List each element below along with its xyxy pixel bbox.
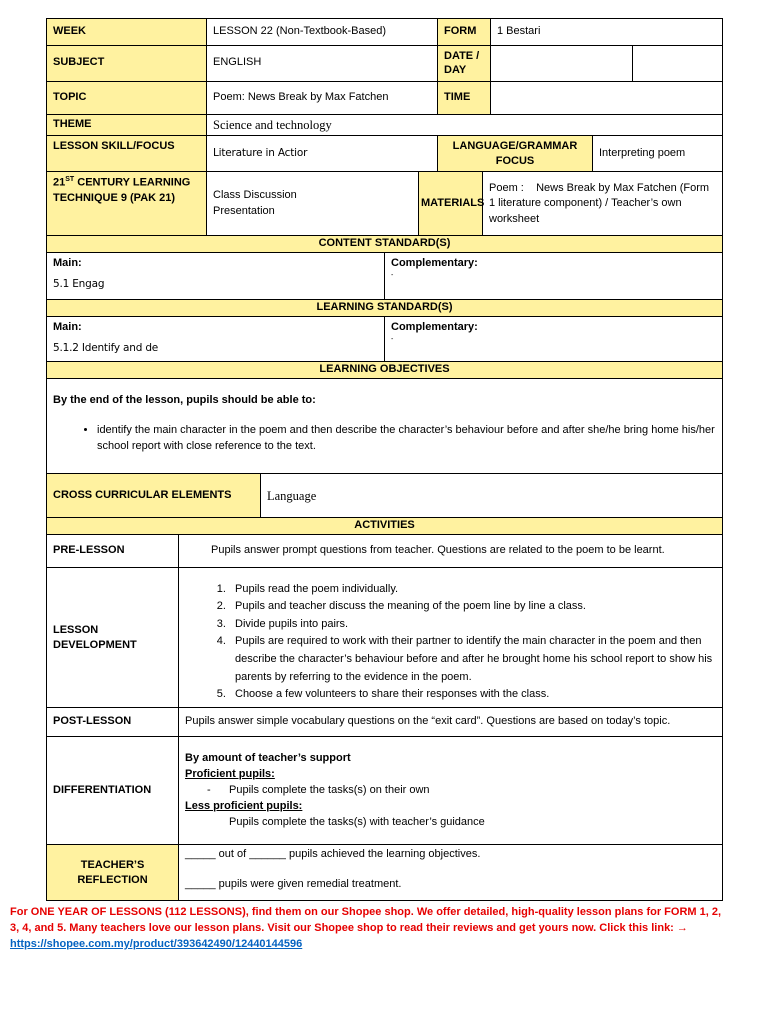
reflection-label: TEACHER’S REFLECTION [47,845,179,901]
theme-table [46,114,723,173]
time-label: TIME [438,81,491,114]
week-value: LESSON 22 (Non-Textbook-Based) [207,19,438,46]
diff-proficient-label: Proficient pupils: [185,767,275,780]
differentiation-cell [179,737,723,845]
subject-label: SUBJECT [47,46,207,82]
topic-label: TOPIC [47,81,207,114]
development-list [185,581,716,704]
subject-value: ENGLISH [207,46,438,82]
development-item: 3. Divide pupils into pairs. [229,616,716,634]
date-label: DATE / DAY [438,46,491,82]
development-item: 4. Pupils are required to work with their partner to identify the main character in the poem and then describe the character’s behaviour before and after he brought home his school report to show his parents by referring to the evidence in the poem. [229,633,716,686]
day-value [633,46,723,82]
theme-value: Science and technology [207,114,723,135]
grammar-value: Interpreting poem [593,135,723,172]
promo-note [10,905,730,953]
learning-main-value: 5.1.2 Identify and de [53,342,159,355]
content-standard-heading: CONTENT STANDARD(S) [47,236,723,253]
learning-comp-label: Complementary: [391,321,478,334]
content-comp-value: - [391,272,394,280]
skill-value: Literature in Actior [207,135,438,172]
form-value: 1 Bestari [491,19,723,46]
theme-label: THEME [47,114,207,135]
activities-table [46,517,723,901]
header-table [46,18,723,115]
topic-value: Poem: News Break by Max Fatchen [207,81,438,114]
diff-heading: By amount of teacher’s support [185,751,351,764]
content-main-label: Main: [53,257,82,270]
promo-text: For ONE YEAR OF LESSONS (112 LESSONS), find them on our Shopee shop. We offer detailed, high-quality lesson plans for FORM 1, 2, 3, 4, and 5. Many teachers love our lesson plans. Visit our Shopee shop to read their reviews and get yours now. Click this link: → [10,906,722,934]
post-lesson-value: Pupils answer simple vocabulary questions on the “exit card”. Questions are based on today’s topic. [179,708,723,737]
reflection-line-2: _____ pupils were given remedial treatment. [185,878,402,891]
date-value [491,46,633,82]
century-table [46,171,723,236]
pre-lesson-value: Pupils answer prompt questions from teacher. Questions are related to the poem to be learnt. [179,535,723,568]
century-label [47,172,207,236]
century-label-pre: 21 [53,177,66,190]
pre-lesson-label: PRE-LESSON [47,535,179,568]
content-comp-cell [385,253,723,300]
century-value [207,172,419,236]
diff-proficient-value: Pupils complete the tasks(s) on their own [229,783,430,796]
century-value-2: Presentation [213,204,275,217]
century-label-sup: ST [65,176,75,184]
objectives-list [53,423,716,455]
objectives-heading: LEARNING OBJECTIVES [47,362,723,379]
content-comp-label: Complementary: [391,257,478,270]
development-item: 5. Choose a few volunteers to share their responses with the class. [229,686,716,704]
differentiation-label: DIFFERENTIATION [47,737,179,845]
diff-less-label: Less proficient pupils: [185,799,303,812]
diff-proficient-row: - Pupils complete the tasks(s) on their own [207,783,430,796]
lesson-development-cell [179,568,723,708]
week-label: WEEK [47,19,207,46]
cross-value: Language [261,474,723,518]
century-value-1: Class Discussion [213,188,297,201]
learning-comp-value: - [391,336,394,344]
century-label-post: CENTURY LEARNING TECHNIQUE 9 (PAK 21) [53,177,191,204]
reflection-line-1: _____ out of ______ pupils achieved the learning objectives. [185,848,481,861]
content-standard-table [46,235,723,474]
activities-heading: ACTIVITIES [47,518,723,535]
materials-value: Poem : News Break by Max Fatchen (Form 1 literature component) / Teacher’s own worksheet [483,172,723,236]
learning-comp-cell [385,317,723,362]
objectives-cell [47,379,723,474]
content-main-value: 5.1 Engag [53,278,105,291]
content-main-cell [47,253,385,300]
time-value [491,81,723,114]
development-item: 2. Pupils and teacher discuss the meaning of the poem line by line a class. [229,598,716,616]
materials-label: MATERIALS [419,172,483,236]
development-item: 1. Pupils read the poem individually. [229,581,716,599]
learning-main-label: Main: [53,321,82,334]
shopee-link[interactable]: https://shopee.com.my/product/393642490/12440144596 [10,937,303,950]
cross-table [46,473,723,518]
skill-label: LESSON SKILL/FOCUS [47,135,207,172]
form-label: FORM [438,19,491,46]
reflection-cell [179,845,723,901]
learning-main-cell [47,317,385,362]
learning-standard-heading: LEARNING STANDARD(S) [47,300,723,317]
diff-less-value: Pupils complete the tasks(s) with teacher’s guidance [229,815,485,828]
cross-label: CROSS CURRICULAR ELEMENTS [47,474,261,518]
lesson-plan [46,18,722,901]
objective-item: • identify the main character in the poem and then describe the character’s behaviour before and after she/he bring home his/her school report with close reference to the text. [97,423,716,455]
objectives-intro: By the end of the lesson, pupils should be able to: [53,394,316,407]
grammar-label: LANGUAGE/GRAMMAR FOCUS [438,135,593,172]
post-lesson-label: POST-LESSON [47,708,179,737]
lesson-development-label: LESSON DEVELOPMENT [47,568,179,708]
